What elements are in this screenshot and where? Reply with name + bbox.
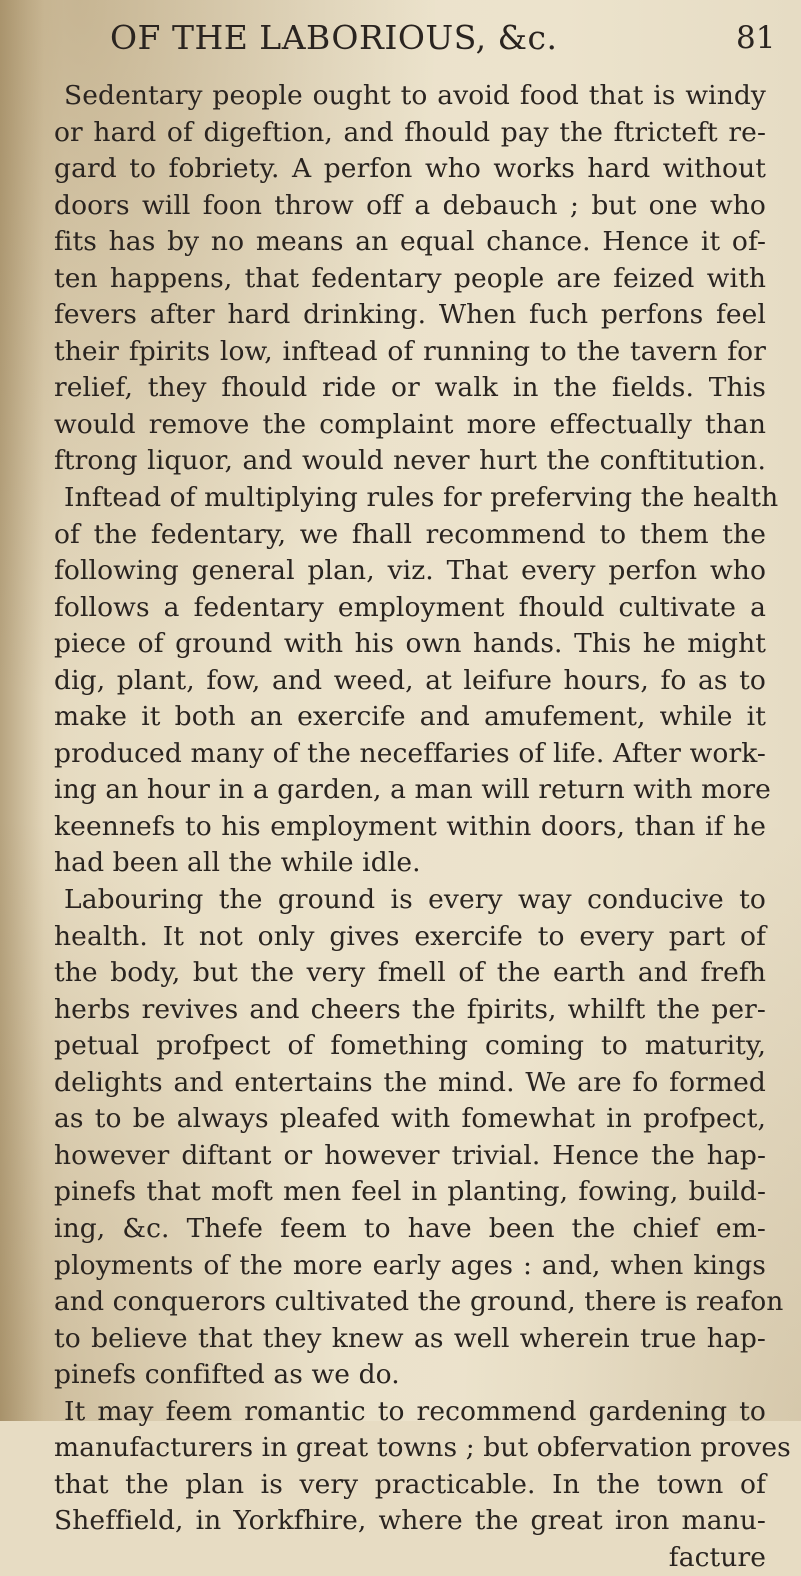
text-line: delights and entertains the mind. We are fo formed: [54, 1066, 766, 1098]
text-line: ing an hour in a garden, a man will return with more: [54, 774, 771, 806]
text-line: fits has by no means an equal chance. Hence it of-: [54, 226, 766, 258]
running-head: [0, 2, 801, 72]
text-line: or hard of digeftion, and fhould pay the ftricteft re-: [54, 116, 766, 148]
text-line: following general plan, viz. That every perfon who: [54, 555, 766, 587]
text-line: would remove the complaint more effectually than: [54, 408, 766, 440]
body-text: [54, 78, 791, 1576]
text-line: pinefs confifted as we do.: [54, 1359, 400, 1391]
text-line: gard to fobriety. A perfon who works hard without: [54, 153, 766, 185]
text-line: Sedentary people ought to avoid food that is windy: [64, 80, 766, 111]
text-line: ing, &c. Thefe feem to have been the chief em-: [54, 1212, 766, 1244]
text-line: manufacturers in great towns ; but obfervation proves: [54, 1432, 791, 1464]
text-line: ftrong liquor, and would never hurt the conftitution.: [54, 445, 766, 477]
text-line: their fpirits low, inftead of running to the tavern for: [54, 335, 766, 367]
text-line: produced many of the neceffaries of life. After work-: [54, 737, 766, 769]
text-line: of the fedentary, we fhall recommend to them the: [54, 518, 766, 550]
text-line: health. It not only gives exercife to every part of: [54, 920, 766, 952]
text-line: dig, plant, fow, and weed, at leifure hours, fo as to: [54, 664, 766, 696]
text-line: follows a fedentary employment fhould cultivate a: [54, 591, 766, 623]
text-line: It may feem romantic to recommend gardening to: [64, 1395, 766, 1427]
text-line: as to be always pleafed with fomewhat in profpect,: [54, 1103, 766, 1135]
text-line: doors will foon throw off a debauch ; but one who: [54, 189, 766, 221]
text-line: and conquerors cultivated the ground, there is reafon: [54, 1286, 784, 1318]
text-line: the body, but the very fmell of the earth and frefh: [54, 957, 766, 989]
text-line: ployments of the more early ages : and, when kings: [54, 1249, 766, 1281]
page-number: 81: [736, 20, 776, 56]
text-line: petual profpect of fomething coming to maturity,: [54, 1030, 766, 1062]
text-line: had been all the while idle.: [54, 847, 421, 879]
text-line: relief, they fhould ride or walk in the fields. This: [54, 372, 766, 404]
text-line: however diftant or however trivial. Hence the hap-: [54, 1139, 766, 1171]
text-line: Labouring the ground is every way conducive to: [64, 884, 766, 916]
text-line: make it both an exercife and amufement, while it: [54, 701, 766, 733]
text-line: Sheffield, in Yorkfhire, where the great iron manu-: [54, 1505, 766, 1537]
page-gutter-shadow: [0, 0, 44, 1421]
text-line: that the plan is very practicable. In the town of: [54, 1468, 766, 1500]
text-line: piece of ground with his own hands. This he might: [54, 628, 766, 660]
text-line: Inftead of multiplying rules for preferving the health: [64, 482, 779, 514]
text-line: keennefs to his employment within doors, than if he: [54, 810, 766, 842]
text-line: pinefs that moft men feel in planting, fowing, build-: [54, 1176, 766, 1208]
running-title: OF THE LABORIOUS, &c.: [110, 18, 558, 57]
text-line: fevers after hard drinking. When fuch perfons feel: [54, 299, 766, 331]
catchword: facture: [668, 1541, 766, 1573]
text-line: ten happens, that fedentary people are feized with: [54, 262, 766, 294]
text-line: herbs revives and cheers the fpirits, whilft the per-: [54, 993, 766, 1025]
text-line: to believe that they knew as well wherein true hap-: [54, 1322, 766, 1354]
